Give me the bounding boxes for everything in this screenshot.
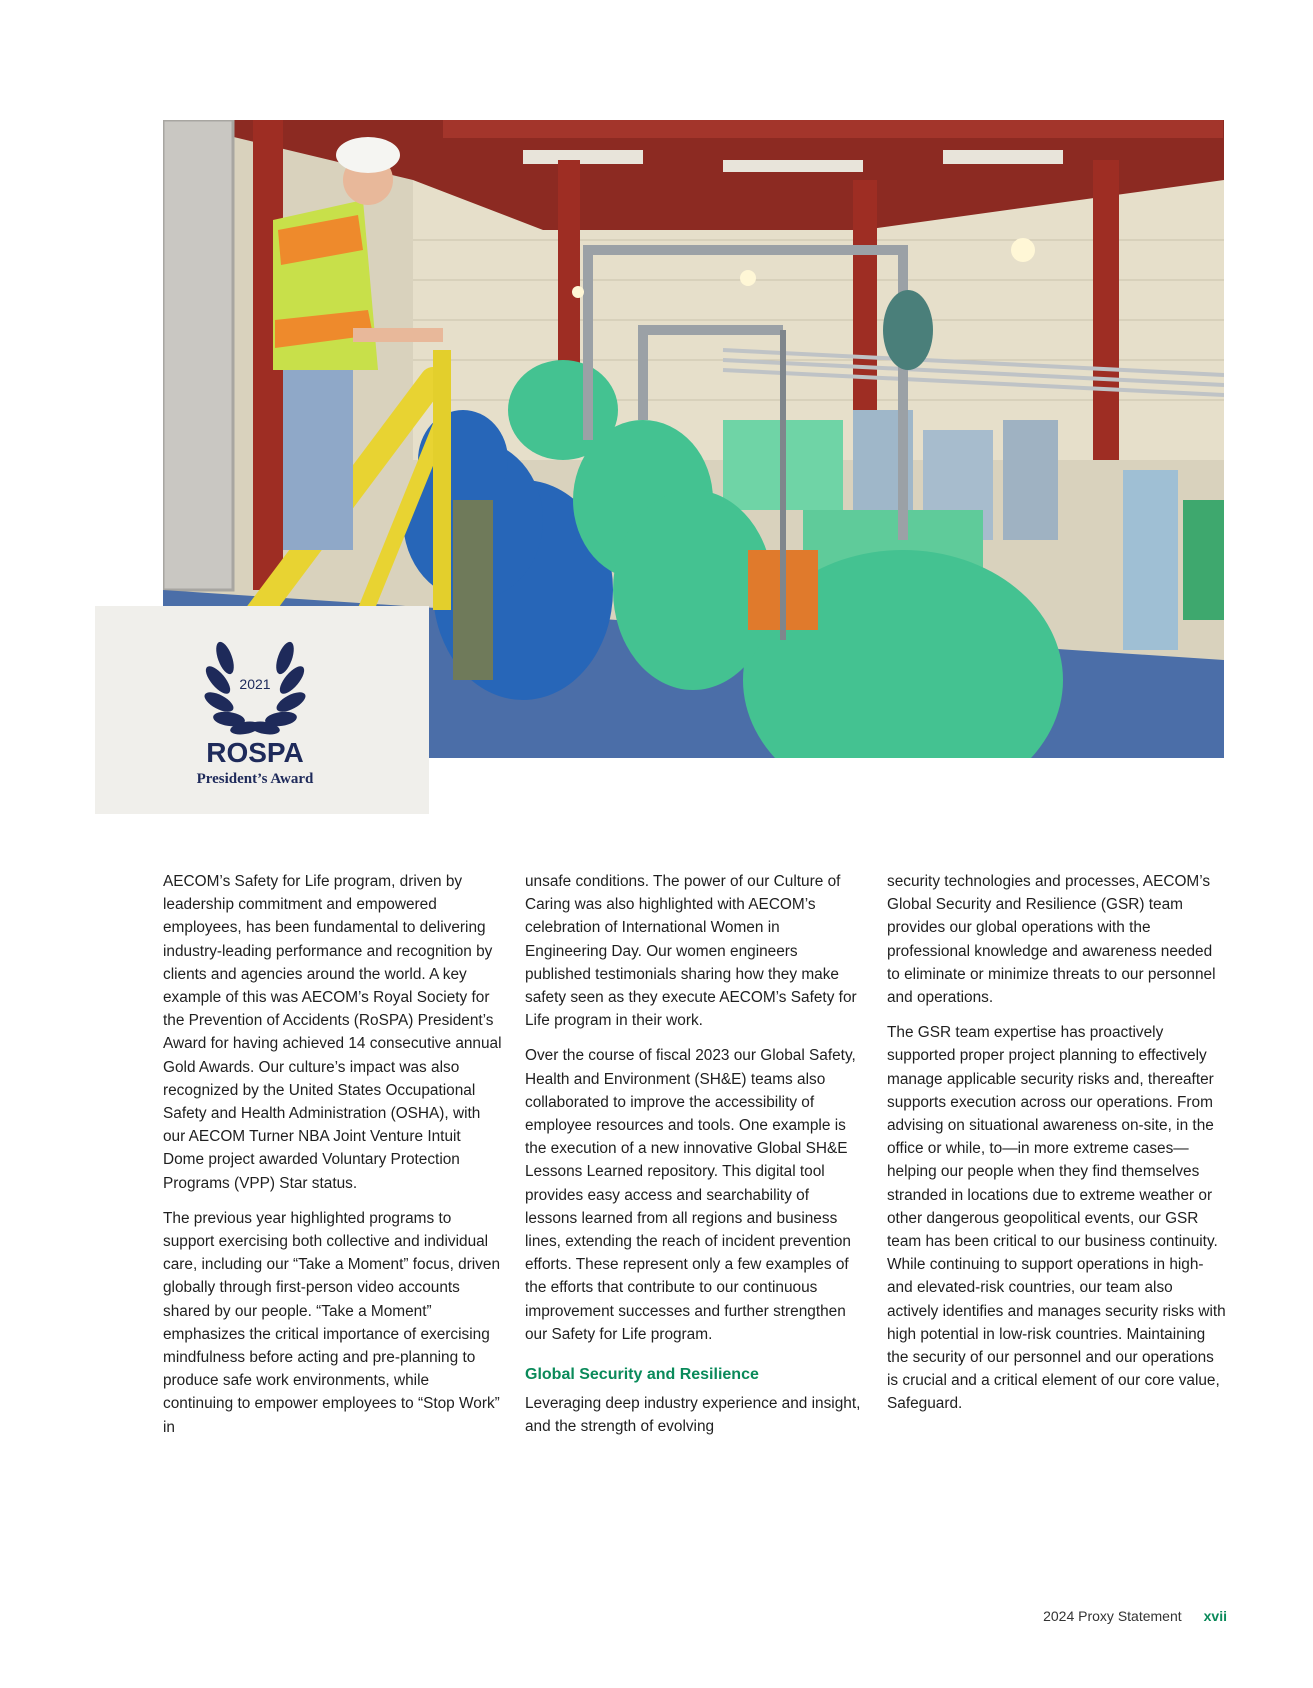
- section-heading-gsr: Global Security and Resilience: [525, 1366, 759, 1384]
- paragraph-she-lessons-learned: Over the course of fiscal 2023 our Global Safety, Health and Environment (SH&E) teams also collaborated to improve the accessibility of employee resources and tools. One example is the execution of a new innovative Global SH&E Lessons Learned repository. This digital tool provides easy access and searchability of lessons learned from all regions and business lines, extending the reach of incident prevention efforts. These represent only a few examples of the efforts that contribute to our continuous improvement successes and further strengthen our Safety for Life program.: [525, 1047, 856, 1343]
- page-footer: [1043, 1608, 1227, 1624]
- award-subtitle: President’s Award: [196, 771, 314, 787]
- paragraph-culture-of-caring: unsafe conditions. The power of our Culture of Caring was also highlighted with AECOM’s celebration of International Women in Engineering Day. Our women engineers published testimonials sharing how they make safety seen as they execute AECOM’s Safety for Life program in their work.: [525, 873, 857, 1030]
- text-column-3: [887, 870, 1227, 1428]
- award-year: 2021: [239, 676, 271, 692]
- rospa-logo-text: ROSPA: [206, 737, 304, 768]
- paragraph-gsr-team: security technologies and processes, AECOM’s Global Security and Resilience (GSR) team provides our global operations with the professional knowledge and awareness needed to eliminate or minimize threats to our personnel and operations.: [887, 873, 1216, 1007]
- paragraph-take-a-moment: The previous year highlighted programs to support exercising both collective and individual care, including our “Take a Moment” focus, driven globally through first-person video accounts shared by our people. “Take a Moment” emphasizes the critical importance of exercising mindfulness before acting and pre-planning to produce safe work environments, while continuing to empower employees to “Stop Work” in: [163, 1209, 501, 1436]
- text-column-2: [525, 870, 865, 1450]
- rospa-award-badge: [95, 606, 429, 814]
- paragraph-gsr-intro: Leveraging deep industry experience and insight, and the strength of evolving: [525, 1395, 861, 1436]
- award-laurel-emblem: [95, 606, 429, 814]
- paragraph-gsr-expertise: The GSR team expertise has proactively supported proper project planning to effectively manage applicable security risks and, thereafter supports execution across our operations. From advising on situational awareness on-site, in the office or while, to—in more extreme cases—helping our people when they find themselves stranded in locations due to extreme weather or other dangerous geopolitical events, our GSR team has been critical to our business continuity. While continuing to support operations in high- and elevated-risk countries, our team also actively identifies and manages security risks with high potential in low-risk countries. Maintaining the security of our personnel and our operations is crucial and a critical element of our core value, Safeguard.: [887, 1024, 1226, 1413]
- footer-title: 2024 Proxy Statement: [1043, 1608, 1182, 1624]
- text-column-1: [163, 870, 503, 1451]
- page-number: xvii: [1203, 1608, 1227, 1624]
- paragraph-safety-for-life: AECOM’s Safety for Life program, driven by leadership commitment and empowered employees, has been fundamental to delivering industry-leading performance and recognition by clients and agencies around the world. A key example of this was AECOM’s Royal Society for the Prevention of Accidents (RoSPA) President’s Award for having achieved 14 consecutive annual Gold Awards. Our culture’s impact was also recognized by the United States Occupational Safety and Health Administration (OSHA), with our AECOM Turner NBA Joint Venture Intuit Dome project awarded Voluntary Protection Programs (VPP) Star status.: [163, 873, 502, 1192]
